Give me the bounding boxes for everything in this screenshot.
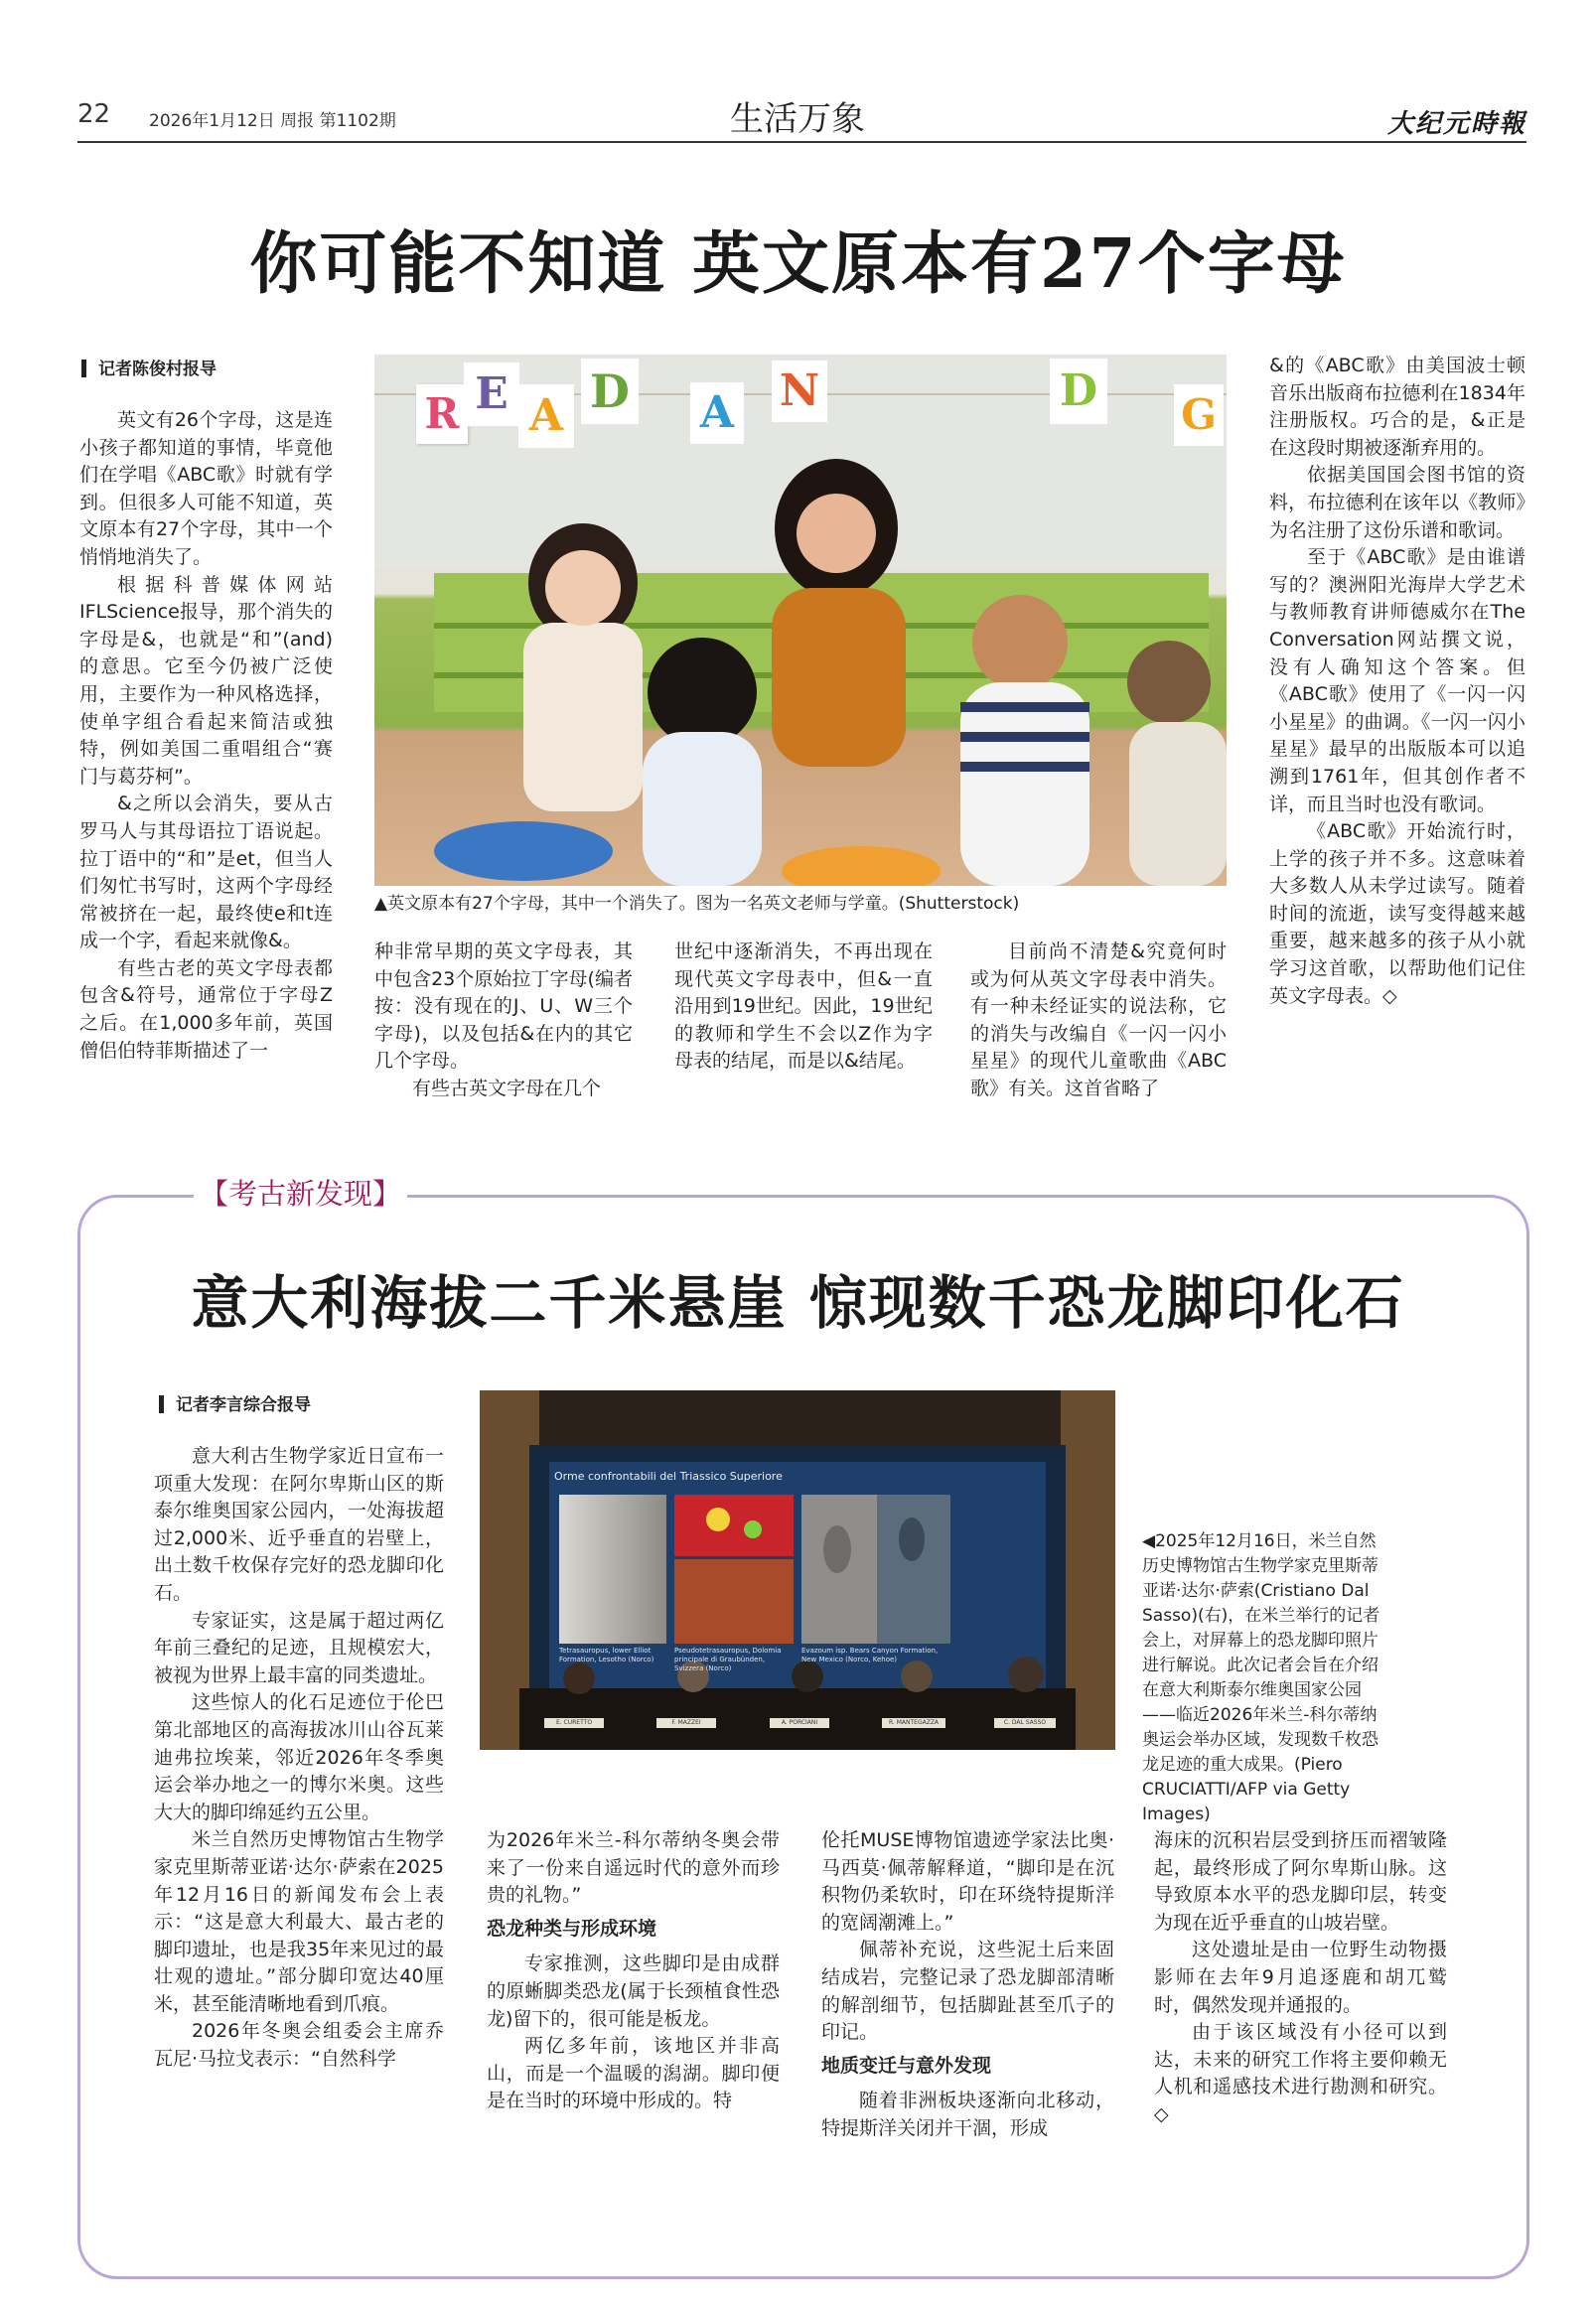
paragraph: 有些古英文字母在几个 [412, 1077, 602, 1099]
nameplate: A. PORCIANI [770, 1718, 829, 1728]
paragraph: 《ABC歌》开始流行时，上学的孩子并不多。这意味着大多数人从未学过读写。随着时间的流逝，读写变得越来越重要，越来越多的孩子从小就学习这首歌，以帮助他们记住英文字母表。◇ [1269, 820, 1525, 1007]
paragraph: &之所以会消失，要从古罗马人与其母语拉丁语说起。拉丁语中的“和”是et，但当人们匆忙书写时，这两个字母经常被挤在一起，最终使e和t连成一个字，看起来就像&。 [79, 793, 333, 952]
letter-card: G [1174, 384, 1224, 446]
letter-card: A [518, 384, 574, 448]
article2-photo-caption: ◀2025年12月16日，米兰自然历史博物馆古生物学家克里斯蒂亚诺·达尔·萨索(Cristiano Dal Sasso)(右)，在米兰举行的记者会上，对屏幕上的恐龙脚印照片进行解说。此次记者会旨在介绍在意大利斯泰尔维奥国家公园——临近2026年米兰-科尔蒂纳奥运会举办区域，发现数千枚恐龙足迹的重大成果。(Piero CRUCIATTI/AFP via Getty Images) [1142, 1531, 1380, 1824]
press-conference-photo [480, 1390, 1115, 1750]
article2-headline: 意大利海拔二千米悬崖 惊现数千恐龙脚印化石 [191, 1269, 1405, 1337]
section-tag: 【考古新发现】 [194, 1172, 407, 1213]
paragraph: 至于《ABC歌》是由谁谱写的？澳洲阳光海岸大学艺术与教师教育讲师德威尔在The Conversation网站撰文说，没有人确知这个答案。但《ABC歌》使用了《一闪一闪小星星》的曲调。《一闪一闪小星星》最早的出版版本可以追溯到1761年，但其创作者不详，而且当时也没有歌词。 [1269, 546, 1525, 815]
slide-caption: Tetrasauropus, lower Elliot Formation, Lesotho (Norco) [559, 1647, 654, 1663]
article2-column-3 [821, 1827, 1114, 2143]
paragraph: 目前尚不清楚&究竟何时或为何从英文字母表中消失。有一种未经证实的说法称，它的消失与改编自《一闪一闪小星星》的现代儿童歌曲《ABC歌》有关。这首省略了 [970, 940, 1227, 1099]
nameplate: C. DAL SASSO [994, 1718, 1056, 1728]
paragraph: 2026年冬奥会组委会主席乔瓦尼·马拉戈表示：“自然科学 [154, 2020, 444, 2071]
letter-card: R [416, 384, 468, 444]
paragraph: 专家证实，这是属于超过两亿年前三叠纪的足迹，且规模宏大，被视为世界上最丰富的同类遗址。 [154, 1609, 444, 1686]
press-conference-art [480, 1390, 1115, 1750]
slide-title: Orme confrontabili del Triassico Superiore [554, 1470, 783, 1483]
classroom-photo [374, 355, 1227, 886]
article2-byline: 记者李言综合报导 [159, 1390, 311, 1415]
article1-byline: 记者陈俊村报导 [81, 355, 217, 379]
paragraph: 英文有26个字母，这是连小孩子都知道的事情，毕竟他们在学唱《ABC歌》时就有学到。但很多人可能不知道，英文原本有27个字母，其中一个悄悄地消失了。 [79, 409, 333, 568]
paragraph: 随着非洲板块逐渐向北移动，特提斯洋关闭并干涸，形成 [821, 2090, 1114, 2139]
slide-caption: Pseudotetrasauropus, Dolomia principale di Graubünden, Svizzera (Norco) [674, 1647, 782, 1672]
article1-headline: 你可能不知道 英文原本有27个字母 [249, 224, 1347, 304]
subheading: 地质变迁与意外发现 [821, 2054, 992, 2077]
article1-column-3 [674, 939, 933, 1076]
paragraph: 依据美国国会图书馆的资料，布拉德利在该年以《教师》为名注册了这份乐谱和歌词。 [1269, 464, 1525, 541]
section-title: 生活万象 [730, 99, 865, 139]
header-divider [77, 141, 1526, 143]
paragraph: &的《ABC歌》由美国波士顿音乐出版商布拉德利在1834年注册版权。巧合的是，&正是在这段时期被逐渐弃用的。 [1269, 355, 1525, 459]
paragraph: 佩蒂补充说，这些泥土后来固结成岩，完整记录了恐龙脚部清晰的解剖细节，包括脚趾甚至爪子的印记。 [821, 1939, 1114, 2044]
letter-card: N [772, 361, 827, 422]
paragraph: 专家推测，这些脚印是由成群的原蜥脚类恐龙(属于长颈植食性恐龙)留下的，很可能是板龙。 [487, 1952, 780, 2030]
paragraph: 海床的沉积岩层受到挤压而褶皱隆起，最终形成了阿尔卑斯山脉。这导致原本水平的恐龙脚印层，转变为现在近乎垂直的山坡岩壁。 [1154, 1829, 1447, 1934]
article2-column-2 [487, 1827, 780, 2115]
article2-column-1 [154, 1443, 444, 2074]
paragraph: 这处遗址是由一位野生动物摄影师在去年9月追逐鹿和胡兀鹫时，偶然发现并通报的。 [1154, 1939, 1447, 2016]
paragraph: 由于该区域没有小径可以到达，未来的研究工作将主要仰赖无人机和遥感技术进行勘测和研究。◇ [1154, 2021, 1447, 2125]
paragraph: 有些古老的英文字母表都包含&符号，通常位于字母Z之后。在1,000多年前，英国僧侣伯特菲斯描述了一 [79, 956, 333, 1062]
paragraph: 伦托MUSE博物馆遗迹学家法比奥·马西莫·佩蒂解释道，“脚印是在沉积物仍柔软时，印在环绕特提斯洋的宽阔潮滩上。” [821, 1829, 1114, 1934]
article1-photo-caption: ▲英文原本有27个字母，其中一个消失了。图为一名英文老师与学童。(Shutterstock) [374, 894, 1020, 914]
paragraph: 意大利古生物学家近日宣布一项重大发现：在阿尔卑斯山区的斯泰尔维奥国家公园内，一处海拔超过2,000米、近乎垂直的岩壁上，出土数千枚保存完好的恐龙脚印化石。 [154, 1445, 444, 1604]
subheading: 恐龙种类与形成环境 [487, 1917, 657, 1940]
paragraph: 世纪中逐渐消失，不再出现在现代英文字母表中，但&一直沿用到19世纪。因此，19世纪的教师和学生不会以Z作为字母表的结尾，而是以&结尾。 [674, 940, 933, 1073]
issue-date: 2026年1月12日 周报 第1102期 [149, 111, 396, 131]
letter-card: E [464, 362, 519, 426]
article2-column-4 [1154, 1827, 1447, 2129]
paragraph: 这些惊人的化石足迹位于伦巴第北部地区的高海拔冰川山谷瓦莱迪弗拉埃莱，邻近2026年冬季奥运会举办地之一的博尔米奥。这些大大的脚印绵延约五公里。 [154, 1691, 444, 1823]
article1-column-1 [79, 407, 333, 1065]
letter-card: D [1050, 359, 1107, 424]
paragraph: 两亿多年前，该地区并非高山，而是一个温暖的潟湖。脚印便是在当时的环境中形成的。特 [487, 2035, 780, 2112]
paragraph: 种非常早期的英文字母表，其中包含23个原始拉丁字母(编者按：没有现在的J、U、W三个字母)，以及包括&在内的其它几个字母。 [374, 940, 633, 1073]
page-number: 22 [77, 99, 111, 129]
article1-column-2 [374, 939, 633, 1103]
article1-column-5 [1269, 353, 1525, 1010]
classroom-photo-art [374, 355, 1227, 886]
letter-card: A [690, 382, 744, 444]
newspaper-logo: 大纪元時報 [1386, 109, 1526, 139]
nameplate: R. MANTEGAZZA [882, 1718, 945, 1728]
paragraph: 米兰自然历史博物馆古生物学家克里斯蒂亚诺·达尔·萨索在2025年12月16日的新闻发布会上表示：“这是意大利最大、最古老的脚印遗址，也是我35年来见过的最壮观的遗址。”部分脚印宽达40厘米，甚至能清晰地看到爪痕。 [154, 1828, 444, 2015]
slide-caption: Evazoum isp. Bears Canyon Formation, New Mexico (Norco, Kehoe) [801, 1647, 939, 1663]
article1-column-4 [970, 939, 1227, 1103]
nameplate: F. MAZZEI [656, 1718, 716, 1728]
paragraph: 为2026年米兰-科尔蒂纳冬奥会带来了一份来自遥远时代的意外而珍贵的礼物。” [487, 1829, 780, 1907]
nameplate: E. CURETTO [544, 1718, 604, 1728]
paragraph: 根据科普媒体网站IFLScience报导，那个消失的字母是&，也就是“和”(and)的意思。它至今仍被广泛使用，主要作为一种风格选择，使单字组合看起来简洁或独特，例如美国二重唱组合“赛门与葛芬柯”。 [79, 573, 333, 788]
letter-card: D [581, 359, 639, 424]
